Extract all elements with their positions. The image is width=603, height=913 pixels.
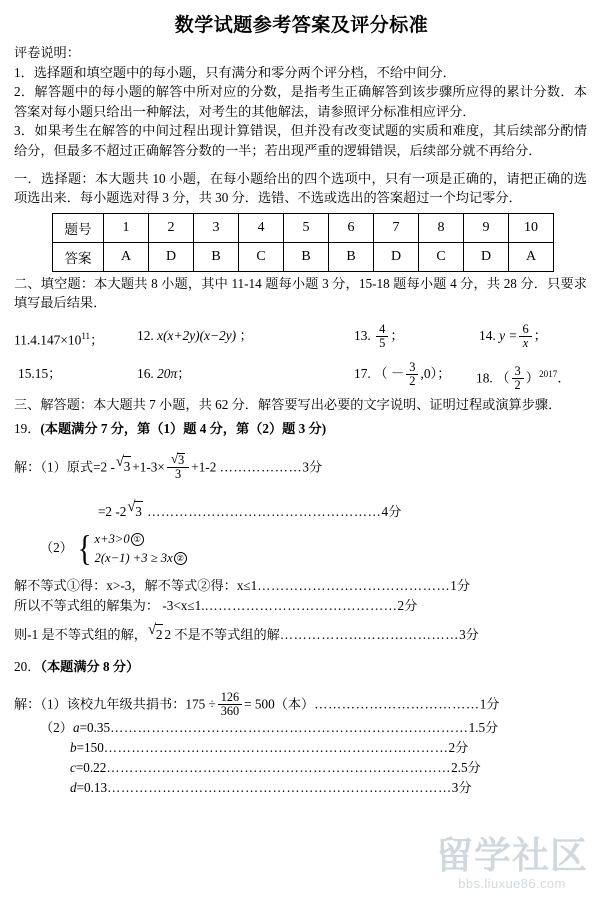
q19-line2-prefix: =2 -2 bbox=[98, 503, 127, 519]
blank-lhs: y = bbox=[499, 327, 518, 343]
answer-key-table bbox=[52, 213, 554, 272]
question-number-cell: 2 bbox=[149, 213, 194, 242]
fraction bbox=[167, 450, 190, 481]
q20-line1-tail: = 500（本） bbox=[244, 695, 315, 711]
fraction-denominator: 2 bbox=[512, 378, 524, 392]
q19-line5-suffix: 2 不是不等式组的解 bbox=[164, 626, 280, 642]
blank-value: 15 bbox=[34, 365, 49, 381]
answer-cell: A bbox=[104, 242, 149, 271]
row-score: 2.5分 bbox=[451, 759, 481, 775]
q19-line1-mid: +1-3× bbox=[132, 458, 165, 474]
blank-answers-row-1 bbox=[14, 321, 587, 359]
spacer bbox=[14, 645, 587, 653]
table-row-answers bbox=[53, 242, 554, 271]
spacer bbox=[14, 522, 587, 530]
blank-tail: ； bbox=[177, 365, 191, 381]
blank-tail: ； bbox=[48, 365, 62, 381]
inequality-2: 2(x−1) +3 ≥ 3x bbox=[94, 550, 173, 565]
fraction-denominator: 3 bbox=[167, 467, 190, 481]
question-number-cell: 3 bbox=[194, 213, 239, 242]
answer-cell: B bbox=[329, 242, 374, 271]
answer-cell: A bbox=[509, 242, 554, 271]
sqrt-3 bbox=[170, 450, 186, 467]
leader-dots: ………………………………………………………………… bbox=[107, 779, 452, 795]
blank-answer-16 bbox=[137, 359, 191, 389]
fraction bbox=[406, 361, 418, 388]
question-number-cell: 8 bbox=[419, 213, 464, 242]
answer-sheet-page bbox=[0, 10, 603, 913]
blank-answer-13 bbox=[354, 321, 404, 351]
answer-cell: C bbox=[419, 242, 464, 271]
row-score: 1.5分 bbox=[468, 719, 499, 735]
fraction bbox=[512, 365, 524, 392]
blank-label: 14. bbox=[479, 327, 496, 343]
document-body bbox=[0, 43, 603, 798]
blank-tail: ； bbox=[390, 327, 404, 343]
q19-solution-line-5 bbox=[14, 621, 587, 645]
watermark-url: bbs.liuxue86.com bbox=[458, 876, 566, 891]
q19-solution-line-3 bbox=[14, 576, 587, 596]
fraction-numerator: 4 bbox=[379, 321, 386, 336]
spacer bbox=[14, 439, 587, 453]
q20-value-row-d bbox=[14, 778, 587, 798]
answer-cell: D bbox=[374, 242, 419, 271]
answer-table-wrapper bbox=[14, 213, 587, 272]
spacer bbox=[14, 313, 587, 321]
system-equations bbox=[95, 530, 187, 568]
variable-name: d bbox=[70, 779, 77, 795]
q19-solution-line-4 bbox=[14, 596, 587, 616]
radical-sign: √ bbox=[115, 453, 124, 470]
variable-value: =0.22 bbox=[75, 759, 107, 775]
row-header-question: 题号 bbox=[53, 213, 104, 242]
blank-open: （ － bbox=[374, 365, 405, 381]
blank-label: 16. bbox=[137, 365, 154, 381]
fraction bbox=[376, 323, 388, 350]
blank-answer-12 bbox=[137, 321, 253, 351]
answer-cell: D bbox=[149, 242, 194, 271]
fraction-numerator: 3 bbox=[409, 359, 416, 374]
question-number-cell: 5 bbox=[284, 213, 329, 242]
q20-line1-prefix: 解：（1）该校九年级共捐书：175 ÷ bbox=[14, 695, 216, 711]
fraction-denominator: 2 bbox=[406, 374, 418, 388]
radical-sign: √ bbox=[147, 621, 157, 638]
fraction-numerator bbox=[167, 450, 190, 467]
blank-label: 18. bbox=[476, 370, 493, 386]
circled-number-1: ① bbox=[131, 533, 144, 546]
leader-dots: …………………………………… bbox=[257, 577, 451, 593]
q20-line1-score: 1分 bbox=[479, 695, 500, 711]
question-19-heading bbox=[14, 419, 587, 439]
blank-tail: ； bbox=[90, 332, 104, 348]
radical-sign: √ bbox=[170, 450, 179, 466]
blank-exponent: 2017 bbox=[539, 368, 558, 379]
inequality-1: x+3>0 bbox=[94, 531, 130, 546]
sqrt-3 bbox=[127, 498, 142, 522]
section-1-heading: 一．选择题：本大题共 10 小题，在每小题给出的四个选项中，只有一项是正确的，请把正确的选项选出来．每小题选对得 3 分，共 30 分．选错、不选或选出的答案超过一个均记零分． bbox=[14, 170, 587, 206]
spacer bbox=[14, 616, 587, 624]
section-2-heading: 二、填空题：本大题共 8 小题，其中 11-14 题每小题 3 分，15-18 题每小题 4 分，共 28 分．只要求填写最后结果． bbox=[14, 275, 587, 311]
question-number-cell: 6 bbox=[329, 213, 374, 242]
answer-cell: B bbox=[284, 242, 329, 271]
leader-dots: ……………………………… bbox=[314, 695, 480, 711]
leader-dots: …………………………………………………………………… bbox=[110, 719, 469, 735]
q19-line3-text: 解不等式①得：x>-3，解不等式②得：x≤1 bbox=[14, 577, 258, 593]
q19-line3-score: 1分 bbox=[450, 577, 471, 593]
row-score: 3分 bbox=[451, 779, 472, 795]
blank-answer-11 bbox=[14, 321, 104, 355]
answer-cell: C bbox=[239, 242, 284, 271]
fraction-denominator: 360 bbox=[218, 704, 242, 718]
leader-dots: ……………… bbox=[219, 458, 303, 474]
variable-name: b bbox=[70, 739, 77, 755]
blank-answer-18 bbox=[476, 359, 571, 393]
question-number-cell: 9 bbox=[464, 213, 509, 242]
spacer bbox=[14, 568, 587, 576]
row-score: 2分 bbox=[448, 739, 469, 755]
fraction-numerator: 126 bbox=[220, 689, 240, 704]
instruction-item-1: 1．选择题和填空题中的每小题，只有满分和零分两个评分档，不给中间分． bbox=[14, 64, 456, 80]
q19-inequality-system bbox=[14, 527, 587, 568]
blank-close: ,0） bbox=[420, 365, 438, 381]
blank-tail: ． bbox=[557, 370, 571, 386]
leader-dots: ………………………………………………………………… bbox=[103, 739, 449, 755]
question-number-cell: 10 bbox=[509, 213, 554, 242]
q19-solution-line-1 bbox=[14, 450, 587, 481]
blank-answers-row-2 bbox=[14, 359, 587, 393]
section-3-heading: 三、解答题：本大题共 7 小题，共 62 分．解答要写出必要的文字说明、证明过程或演算步骤． bbox=[14, 396, 562, 412]
blank-exponent: 11 bbox=[81, 330, 91, 341]
blank-label: 15. bbox=[18, 365, 35, 381]
row-header-answer: 答案 bbox=[53, 242, 104, 271]
site-watermark bbox=[427, 823, 597, 905]
circled-number-2: ② bbox=[174, 552, 187, 565]
instruction-item-3: 3．如果考生在解答的中间过程出现计算错误，但并没有改变试题的实质和难度，其后续部分酌情给分，但最多不超过正确解答分数的一半；若出现严重的逻辑错误，后续部分就不再给分． bbox=[14, 123, 587, 158]
table-row-question-numbers bbox=[53, 213, 554, 242]
q19-line2-score: 4分 bbox=[381, 503, 402, 519]
blank-label: 11. bbox=[14, 332, 31, 348]
leader-dots: …………………………………………… bbox=[147, 503, 382, 519]
q19-solution-line-2 bbox=[14, 498, 587, 522]
fraction-numerator: 6 bbox=[522, 321, 529, 336]
radicand: 3 bbox=[134, 501, 143, 522]
blank-tail: ； bbox=[533, 327, 548, 343]
instructions-heading: 评卷说明： bbox=[14, 45, 80, 60]
spacer bbox=[14, 161, 587, 169]
blank-value: 20π bbox=[157, 365, 178, 381]
q20-solution-line-1 bbox=[14, 691, 587, 718]
question-19-points: (本题满分 7 分，第（1）题 4 分，第（2）题 3 分) bbox=[40, 420, 327, 436]
blank-close: ） bbox=[525, 370, 540, 386]
system-brace-group bbox=[76, 527, 186, 568]
question-number-cell: 7 bbox=[374, 213, 419, 242]
spacer bbox=[14, 481, 587, 501]
fraction-numerator: 3 bbox=[514, 364, 521, 379]
left-brace-icon: { bbox=[77, 527, 92, 568]
blank-value: 4.147×10 bbox=[30, 332, 82, 348]
variable-name: a bbox=[72, 719, 80, 735]
spacer bbox=[14, 677, 587, 691]
q19-line4-text: 所以不等式组的解集为： -3<x≤1. bbox=[14, 597, 205, 613]
q19-line5-prefix: 则-1 是不等式组的解， bbox=[14, 626, 147, 642]
leader-dots: …………………………………… bbox=[204, 597, 398, 613]
q19-part2-label: （2） bbox=[40, 539, 73, 555]
fraction bbox=[519, 323, 531, 350]
question-20-points: （本题满分 8 分） bbox=[40, 658, 140, 674]
q20-part2-label: （2） bbox=[40, 719, 73, 735]
question-20-heading bbox=[14, 657, 587, 677]
blank-value: (x+2y)(x−2y) bbox=[163, 327, 237, 343]
question-number-cell: 4 bbox=[239, 213, 284, 242]
watermark-text: 留学社区 bbox=[436, 834, 588, 877]
q19-line1-prefix: 解：（1）原式=2 - bbox=[14, 458, 115, 474]
answer-cell: D bbox=[464, 242, 509, 271]
q19-line5-score: 3分 bbox=[459, 626, 479, 642]
radical-sign: √ bbox=[127, 498, 136, 515]
q19-line4-score: 2分 bbox=[397, 597, 418, 613]
q19-line1-tail: +1-2 bbox=[191, 458, 217, 474]
question-19-number: 19． bbox=[14, 420, 41, 436]
answer-cell: B bbox=[194, 242, 239, 271]
variable-value: =0.13 bbox=[76, 779, 108, 795]
instruction-item-2: 2．解答题中的每小题的解答中所对应的分数，是指考生正确解答到该步骤所应得的累计分数．本答案对每小题只给出一种解法，对考生的其他解法，请参照评分标准相应评分． bbox=[14, 84, 587, 119]
blank-answer-17 bbox=[354, 359, 451, 389]
variable-value: =0.35 bbox=[79, 719, 111, 735]
blank-open: （ bbox=[496, 370, 510, 386]
leader-dots: ………………………………………………………………… bbox=[106, 759, 452, 775]
sqrt-3 bbox=[115, 453, 131, 477]
q19-line1-score: 3分 bbox=[302, 458, 323, 474]
q20-value-row-c bbox=[14, 758, 587, 778]
radicand: 3 bbox=[123, 456, 132, 477]
page-title: 数学试题参考答案及评分标准 bbox=[174, 14, 429, 36]
q20-value-row-b bbox=[14, 738, 587, 758]
fraction-denominator: 5 bbox=[376, 336, 388, 350]
sqrt-2 bbox=[147, 621, 163, 645]
q20-value-row-a bbox=[14, 718, 587, 738]
question-20-number: 20． bbox=[14, 658, 41, 674]
blank-tail: ； bbox=[437, 365, 451, 381]
blank-tail: ； bbox=[239, 327, 253, 343]
fraction-denominator: x bbox=[519, 336, 531, 350]
leader-dots: ………………………………… bbox=[279, 626, 460, 642]
variable-name: c bbox=[70, 759, 76, 775]
blank-label: 17. bbox=[354, 365, 371, 381]
blank-answer-15 bbox=[18, 359, 62, 389]
variable-value: =150 bbox=[76, 739, 104, 755]
radicand: 3 bbox=[178, 452, 185, 467]
fraction bbox=[218, 691, 242, 718]
question-number-cell: 1 bbox=[104, 213, 149, 242]
blank-answer-14 bbox=[479, 321, 547, 351]
blank-variable: x bbox=[157, 327, 164, 343]
blank-label: 13. bbox=[354, 327, 371, 343]
blank-label: 12. bbox=[137, 327, 154, 343]
radicand: 2 bbox=[155, 624, 164, 645]
